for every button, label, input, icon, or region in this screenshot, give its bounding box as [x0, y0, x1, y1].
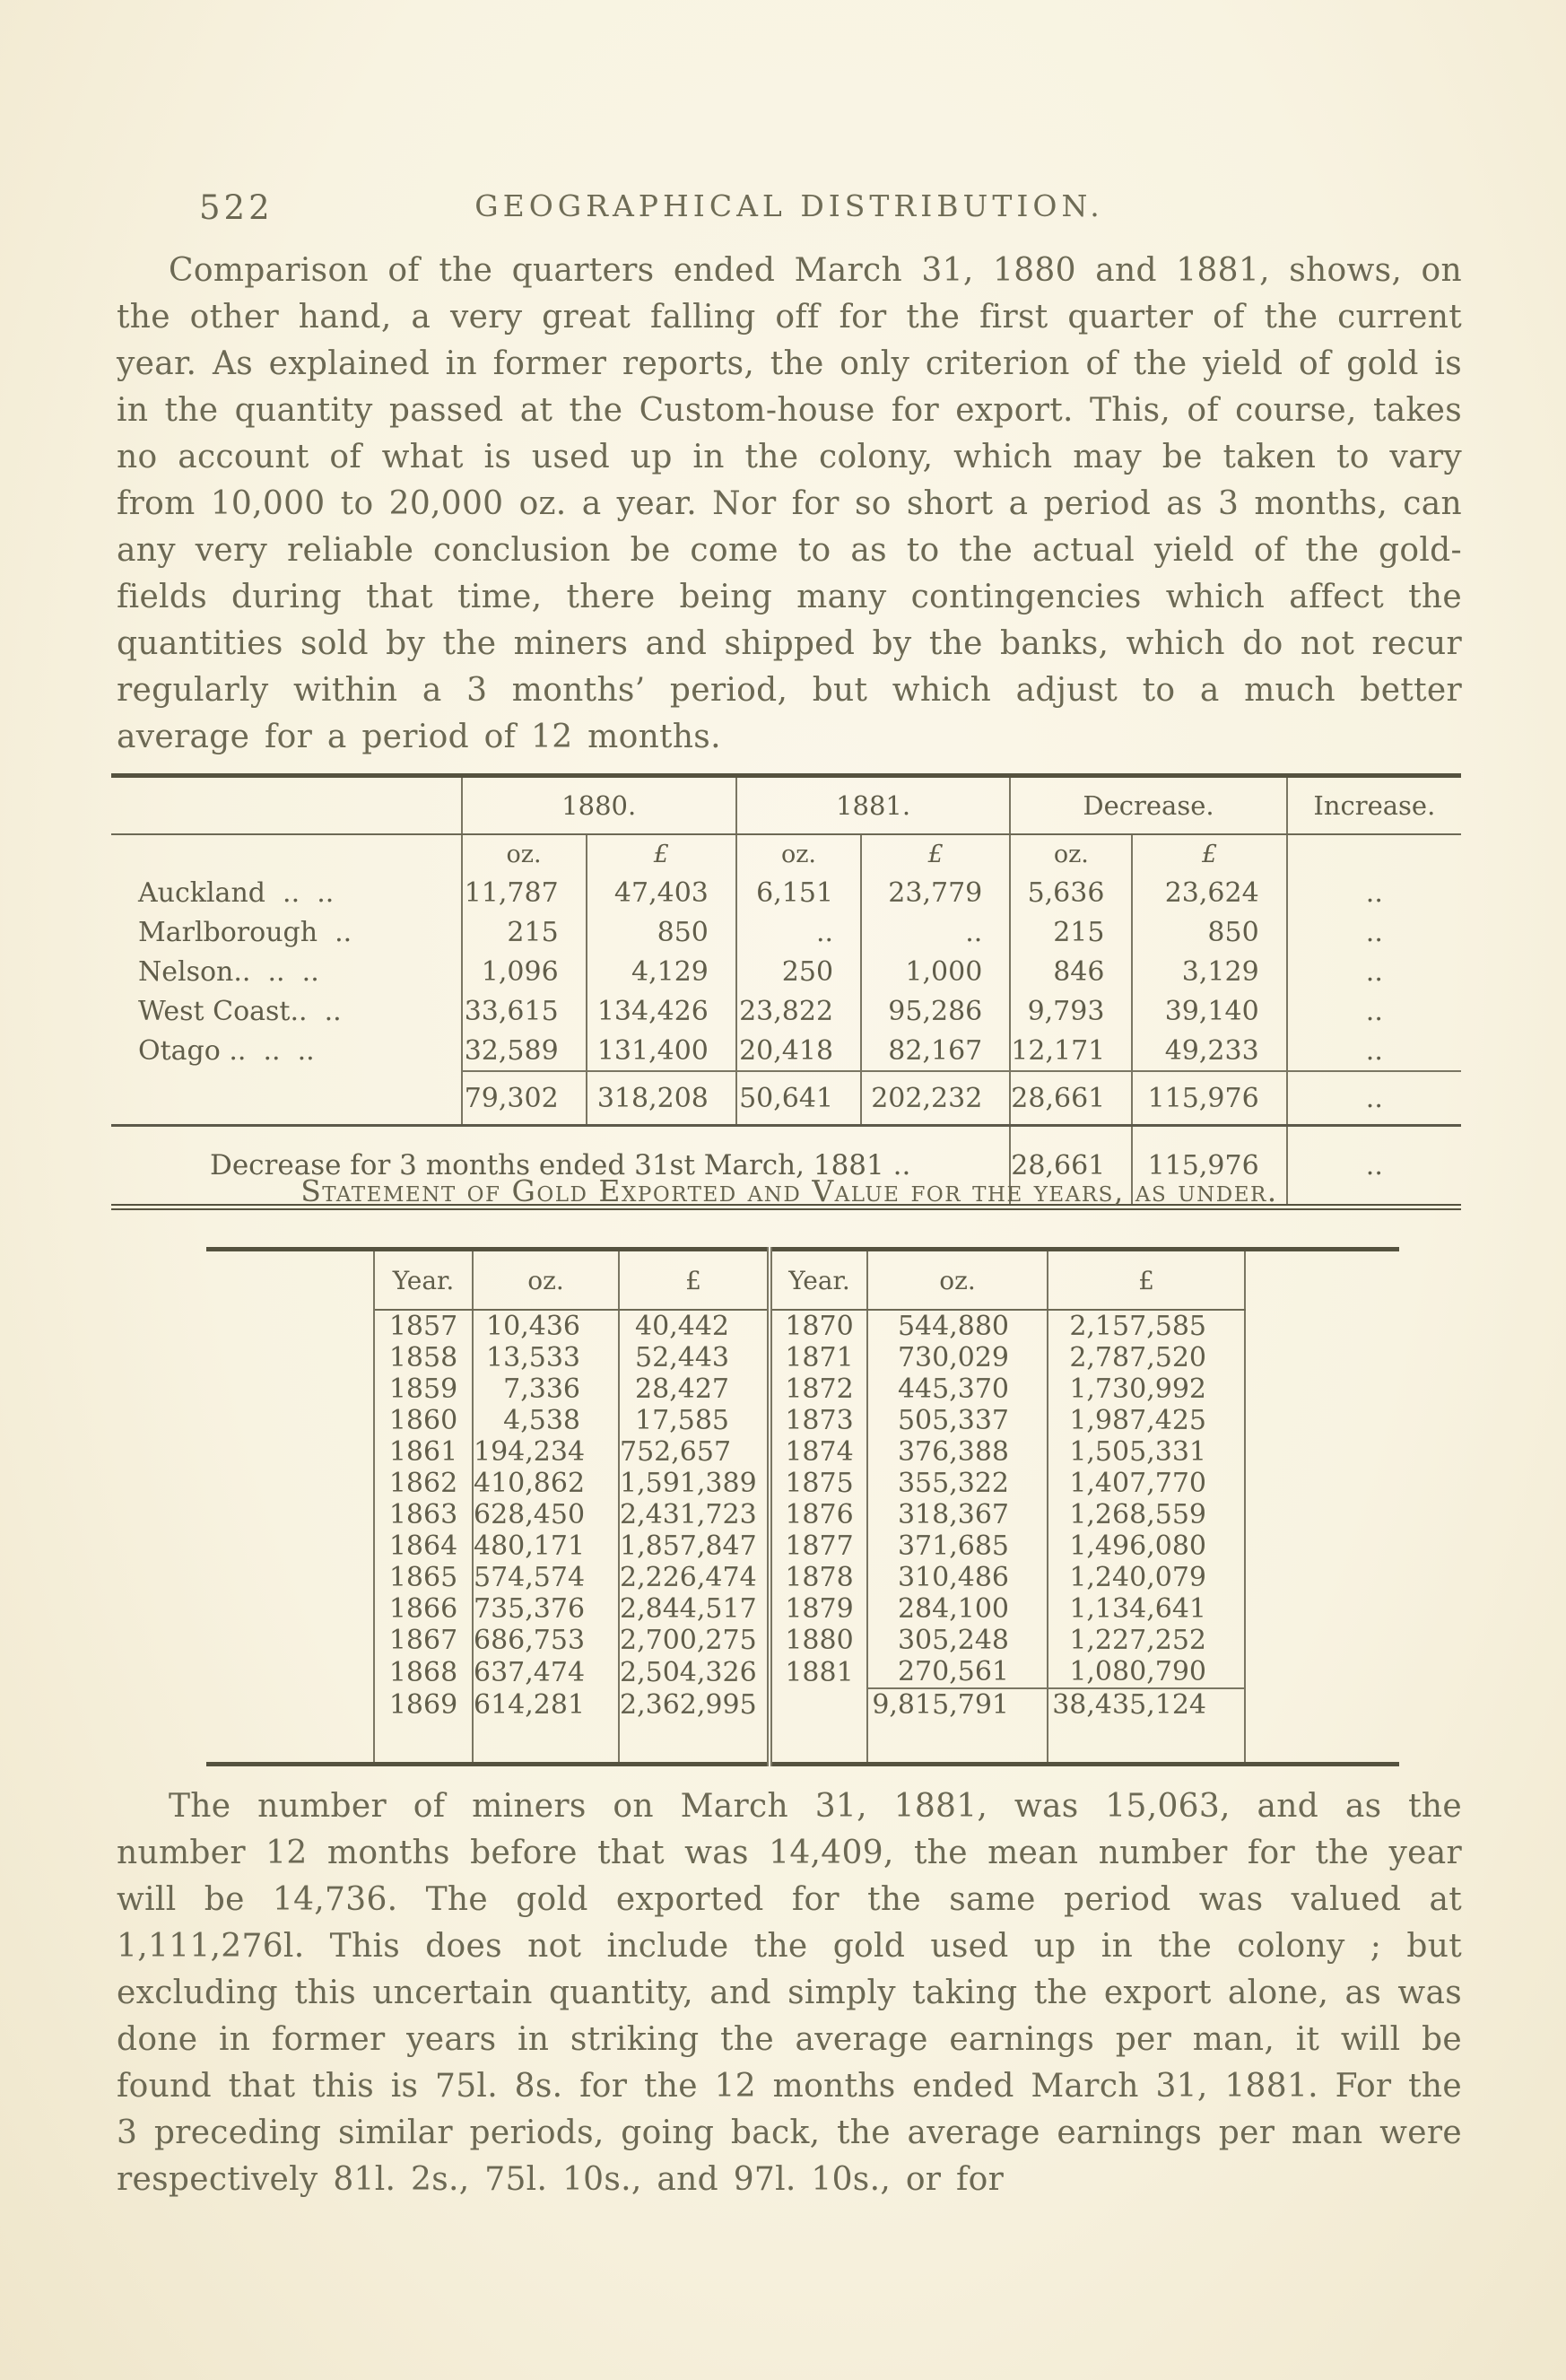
unit-oz: oz.	[1010, 834, 1132, 873]
decrease-summary-label: Decrease for 3 months ended 31st March, 1881 ..	[209, 1149, 911, 1181]
col-group-1880: 1880.	[462, 776, 736, 835]
running-title: GEOGRAPHICAL DISTRIBUTION.	[474, 188, 1104, 223]
export-row: 1865 574,574 2,226,474 1878 310,486 1,240,079	[206, 1562, 1399, 1593]
running-head	[117, 188, 1462, 231]
district-name: Auckland .. ..	[138, 876, 335, 909]
export-row: 1861 194,234 752,657 1874 376,388 1,505,331	[206, 1436, 1399, 1468]
increase-total: ..	[1287, 1126, 1461, 1207]
table-row-nelson: Nelson.. .. .. 1,096 4,129 250 1,000 846 3,129 ..	[111, 952, 1461, 991]
export-row: 1863 628,450 2,431,723 1876 318,367 1,268,559	[206, 1499, 1399, 1530]
totals-row: 79,302 318,208 50,641 202,232 28,661 115,976 ..	[111, 1071, 1461, 1126]
decrease-total-pound: 115,976	[1132, 1126, 1286, 1207]
col-group-increase: Increase.	[1287, 776, 1461, 835]
district-name: Marlborough ..	[138, 916, 352, 948]
unit-pound: £	[1132, 834, 1286, 873]
district-name: West Coast.. ..	[138, 995, 342, 1027]
col-group-1881: 1881.	[736, 776, 1010, 835]
header-year-left: Year.	[374, 1250, 473, 1311]
export-row: 1866 735,376 2,844,517 1879 284,100 1,134,641	[206, 1593, 1399, 1625]
export-total-oz: 9,815,791	[867, 1688, 1048, 1721]
gold-export-table	[206, 1247, 1399, 1766]
header-oz-right: oz.	[867, 1250, 1048, 1311]
table-row-otago: Otago .. .. .. 32,589 131,400 20,418 82,167 12,171 49,233 ..	[111, 1031, 1461, 1071]
header-oz-left: oz.	[473, 1250, 619, 1311]
export-row: 1857 10,436 40,442 1870 544,880 2,157,585	[206, 1310, 1399, 1342]
export-row: 1862 410,862 1,591,389 1875 355,322 1,407,770	[206, 1468, 1399, 1499]
export-row: 1859 7,336 28,427 1872 445,370 1,730,992	[206, 1373, 1399, 1405]
district-name: Otago .. .. ..	[138, 1035, 315, 1067]
unit-header-row	[111, 834, 1461, 873]
export-row-last-and-totals: 1869 614,281 2,362,995 9,815,791 38,435,124	[206, 1688, 1399, 1721]
export-row: 1868 637,474 2,504,326 1881 270,561 1,080,790	[206, 1656, 1399, 1688]
district-name: Nelson.. .. ..	[138, 955, 319, 988]
page-number: 522	[199, 188, 274, 227]
export-header-row	[206, 1250, 1399, 1311]
export-table-caption: Statement of Gold Exported and Value for the years, as under.	[300, 1173, 1278, 1208]
paragraph-miners: The number of miners on March 31, 1881, was 15,063, and as the number 12 months before that was 14,409, the mean number for the year will be 14,736. The gold exported for the same period was valued at 1,111,276l. This does not include the gold used up in the colony ; but excluding this uncertain quantity, and simply taking the export alone, as was done in former years in striking the average earnings per man, it will be found that this is 75l. 8s. for the 12 months ended March 31, 1881. For the 3 preceding similar periods, going back, the average earnings per man were respectively 81l. 2s., 75l. 10s., and 97l. 10s., or for	[117, 1788, 1462, 2198]
unit-oz: oz.	[462, 834, 587, 873]
table-row-marlborough: Marlborough .. 215 850 .. .. 215 850 ..	[111, 912, 1461, 952]
export-row: 1867 686,753 2,700,275 1880 305,248 1,227,252	[206, 1625, 1399, 1656]
decrease-total-oz: 28,661	[1010, 1126, 1132, 1207]
paragraph-intro: Comparison of the quarters ended March 31, 1880 and 1881, shows, on the other hand, a very great falling off for the first quarter of the current year. As explained in former reports, the only criterion of the yield of gold is in the quantity passed at the Custom-house for export. This, of course, takes no account of what is used up in the colony, which may be taken to vary from 10,000 to 20,000 oz. a year. Nor for so short a period as 3 months, can any very reliable conclusion be come to as to the actual yield of the gold-fields during that time, there being many contingencies which affect the quantities sold by the miners and shipped by the banks, which do not recur regularly within a 3 months’ period, but which adjust to a much better average for a period of 12 months.	[117, 252, 1462, 755]
unit-oz: oz.	[736, 834, 861, 873]
table-row-west-coast: West Coast.. .. 33,615 134,426 23,822 95,286 9,793 39,140 ..	[111, 991, 1461, 1031]
group-header-row	[111, 776, 1461, 835]
table-row-auckland: Auckland .. .. 11,787 47,403 6,151 23,779 5,636 23,624 ..	[111, 873, 1461, 912]
district-header-blank	[111, 776, 462, 835]
export-filler-row	[206, 1721, 1399, 1765]
export-row: 1860 4,538 17,585 1873 505,337 1,987,425	[206, 1405, 1399, 1436]
export-total-pound: 38,435,124	[1048, 1688, 1245, 1721]
header-pound-right: £	[1048, 1250, 1245, 1311]
col-group-decrease: Decrease.	[1010, 776, 1286, 835]
export-row: 1864 480,171 1,857,847 1877 371,685 1,496,080	[206, 1530, 1399, 1562]
export-row: 1858 13,533 52,443 1871 730,029 2,787,520	[206, 1342, 1399, 1373]
quarterly-comparison-table	[111, 773, 1461, 1210]
header-pound-left: £	[619, 1250, 770, 1311]
header-year-right: Year.	[770, 1250, 867, 1311]
unit-pound: £	[861, 834, 1010, 873]
unit-pound: £	[587, 834, 736, 873]
